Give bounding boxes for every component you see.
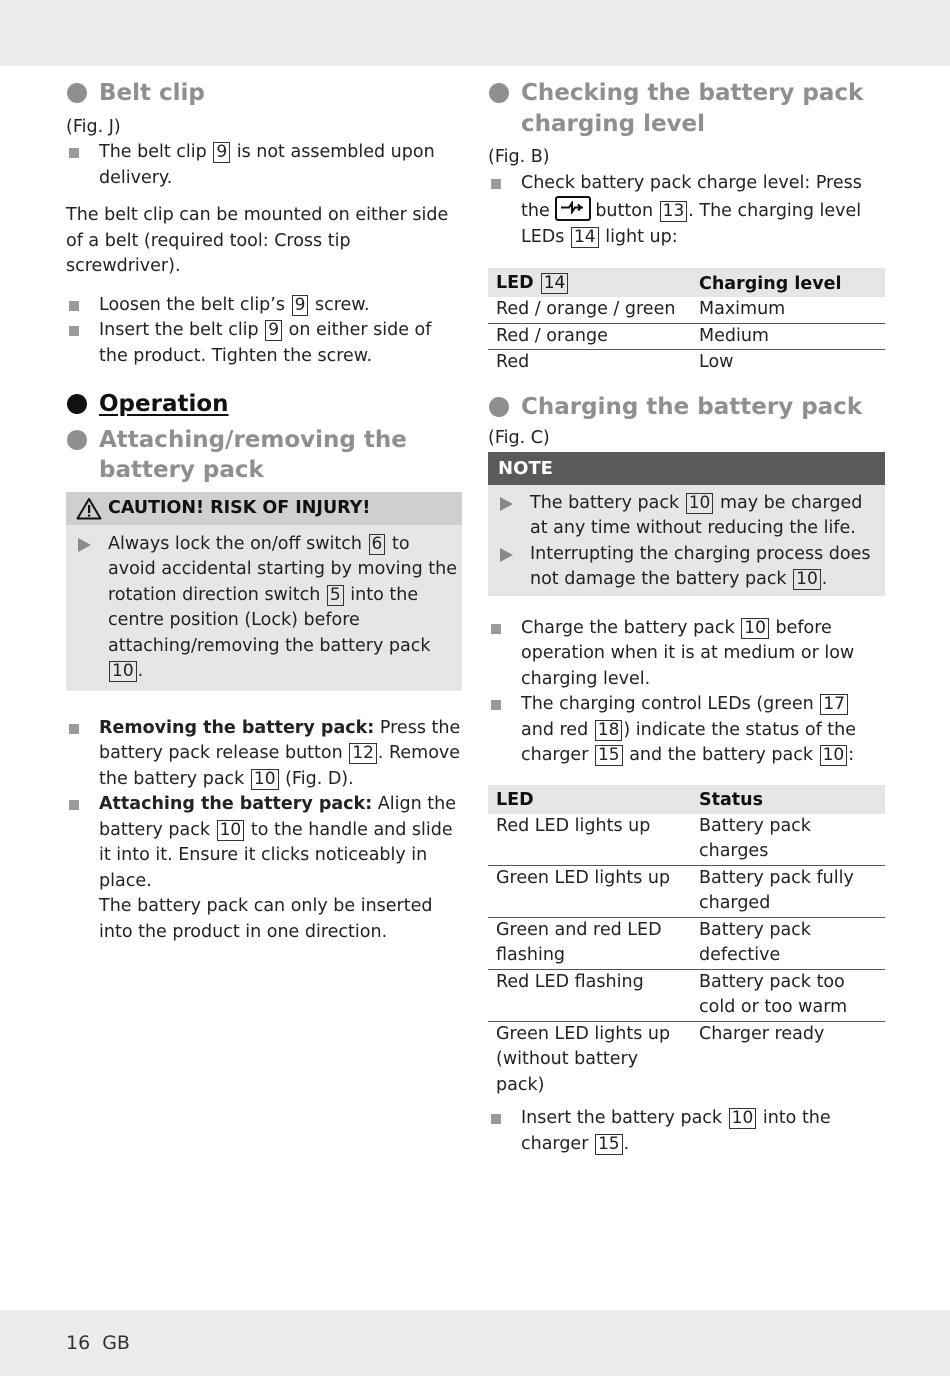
list-item: Charge the battery pack 10 before operation when it is at medium or low charging level. bbox=[488, 616, 885, 693]
table-cell: Battery pack charges bbox=[691, 814, 885, 866]
attaching-list bbox=[66, 716, 462, 946]
status-table bbox=[488, 785, 885, 1099]
note-list bbox=[488, 485, 885, 596]
square-bullet-icon bbox=[491, 700, 501, 710]
table-header-row bbox=[488, 268, 885, 297]
bottom-band bbox=[0, 1310, 950, 1376]
list-item: Attaching the battery pack: Align the battery pack 10 to the handle and slide it into it. Ensure it clicks noticeably in place. The battery pack can only be inserted into the product in one direction. bbox=[66, 792, 462, 945]
belt-clip-list-1 bbox=[66, 140, 462, 191]
top-band bbox=[0, 0, 950, 66]
note-box bbox=[488, 452, 885, 596]
table-cell: Red LED lights up bbox=[488, 814, 691, 866]
table-cell: Red / orange / green bbox=[488, 297, 691, 323]
left-column bbox=[66, 78, 462, 945]
table-cell: Medium bbox=[691, 323, 885, 350]
operation-heading: Operation bbox=[66, 389, 462, 420]
right-column bbox=[488, 78, 885, 1157]
table-row bbox=[488, 350, 885, 376]
page-footer bbox=[66, 1332, 130, 1354]
list-item: Always lock the on/off switch 6 to avoid accidental starting by moving the rotation direction switch 5 into the centre position (Lock) before attaching/removing the battery pack 10 . bbox=[66, 532, 462, 685]
charging-fig: (Fig. C) bbox=[488, 428, 550, 448]
charging-list bbox=[488, 616, 885, 769]
table-row bbox=[488, 297, 885, 323]
triangle-bullet-icon bbox=[500, 497, 513, 511]
page-number: 16 bbox=[66, 1332, 91, 1354]
checking-heading: Checking the battery pack charging level bbox=[488, 78, 885, 139]
list-item: The belt clip 9 is not assembled upon delivery. bbox=[66, 140, 462, 191]
table-cell: Green LED lights up (without battery pack) bbox=[496, 1023, 671, 1095]
table-cell: Battery pack fully charged bbox=[691, 865, 885, 917]
bullet-dot-icon bbox=[67, 394, 87, 414]
caution-header: CAUTION! RISK OF INJURY! bbox=[66, 492, 462, 525]
list-item: Loosen the belt clip’s 9 screw. bbox=[66, 293, 462, 319]
col-header-led: LED bbox=[488, 785, 691, 814]
note-header: NOTE bbox=[488, 452, 885, 485]
table-cell: Battery pack defective bbox=[691, 917, 885, 969]
caution-list bbox=[66, 525, 462, 691]
language-code: GB bbox=[102, 1332, 130, 1354]
charging-heading: Charging the battery pack bbox=[488, 392, 885, 423]
belt-clip-list-2 bbox=[66, 293, 462, 370]
warning-triangle-icon bbox=[76, 497, 102, 520]
table-cell: Maximum bbox=[691, 297, 885, 323]
belt-clip-heading: Belt clip bbox=[66, 78, 462, 109]
list-item: Insert the belt clip 9 on either side of the product. Tighten the screw. bbox=[66, 318, 462, 369]
table-cell: Green LED lights up bbox=[488, 865, 691, 917]
col-header-charging-level: Charging level bbox=[691, 268, 885, 297]
table-cell: Red LED flashing bbox=[488, 969, 691, 1021]
square-bullet-icon bbox=[69, 301, 79, 311]
table-row bbox=[488, 865, 885, 917]
checking-fig: (Fig. B) bbox=[488, 147, 550, 167]
triangle-bullet-icon bbox=[78, 538, 91, 552]
table-row bbox=[488, 323, 885, 350]
square-bullet-icon bbox=[491, 624, 501, 634]
bullet-dot-icon bbox=[489, 397, 509, 417]
table-cell: Low bbox=[699, 352, 734, 372]
list-item: Insert the battery pack 10 into the charger 15 . bbox=[488, 1106, 885, 1157]
list-item: Removing the battery pack: Press the battery pack release button 12 . Remove the battery pack 10 (Fig. D). bbox=[66, 716, 462, 793]
charging-level-table bbox=[488, 268, 885, 376]
square-bullet-icon bbox=[69, 724, 79, 734]
belt-clip-fig: (Fig. J) bbox=[66, 116, 121, 137]
list-item: The battery pack 10 may be charged at any time without reducing the life. bbox=[488, 491, 885, 542]
table-cell: Red / orange bbox=[488, 323, 691, 350]
col-header-led: LED 14 bbox=[488, 268, 691, 297]
table-row bbox=[488, 1021, 885, 1098]
battery-check-button-icon bbox=[555, 196, 591, 221]
table-row bbox=[488, 814, 885, 866]
bullet-dot-icon bbox=[67, 430, 87, 450]
bullet-dot-icon bbox=[489, 83, 509, 103]
table-cell: Red bbox=[496, 352, 530, 372]
square-bullet-icon bbox=[69, 148, 79, 158]
table-cell: Green and red LED flashing bbox=[488, 917, 691, 969]
attaching-heading: Attaching/removing the battery pack bbox=[66, 425, 462, 486]
bullet-dot-icon bbox=[67, 83, 87, 103]
belt-clip-paragraph: The belt clip can be mounted on either side of a belt (required tool: Cross tip screwdriver). bbox=[66, 205, 449, 276]
checking-list bbox=[488, 171, 885, 251]
table-row bbox=[488, 917, 885, 969]
square-bullet-icon bbox=[69, 326, 79, 336]
caution-box bbox=[66, 492, 462, 691]
table-row bbox=[488, 969, 885, 1021]
triangle-bullet-icon bbox=[500, 548, 513, 562]
square-bullet-icon bbox=[69, 800, 79, 810]
col-header-status: Status bbox=[691, 785, 885, 814]
square-bullet-icon bbox=[491, 1114, 501, 1124]
list-item: Check battery pack charge level: Press the button 13 . The charging level LEDs 14 light up: bbox=[488, 171, 885, 251]
list-item: The charging control LEDs (green 17 and red 18 ) indicate the status of the charger 15 and the battery pack 10 : bbox=[488, 692, 885, 769]
list-item: Interrupting the charging process does not damage the battery pack 10 . bbox=[488, 542, 885, 593]
table-cell: Battery pack too cold or too warm bbox=[691, 969, 885, 1021]
table-header-row bbox=[488, 785, 885, 814]
charging-list-2 bbox=[488, 1106, 885, 1157]
table-cell: Charger ready bbox=[699, 1023, 825, 1044]
square-bullet-icon bbox=[491, 179, 501, 189]
